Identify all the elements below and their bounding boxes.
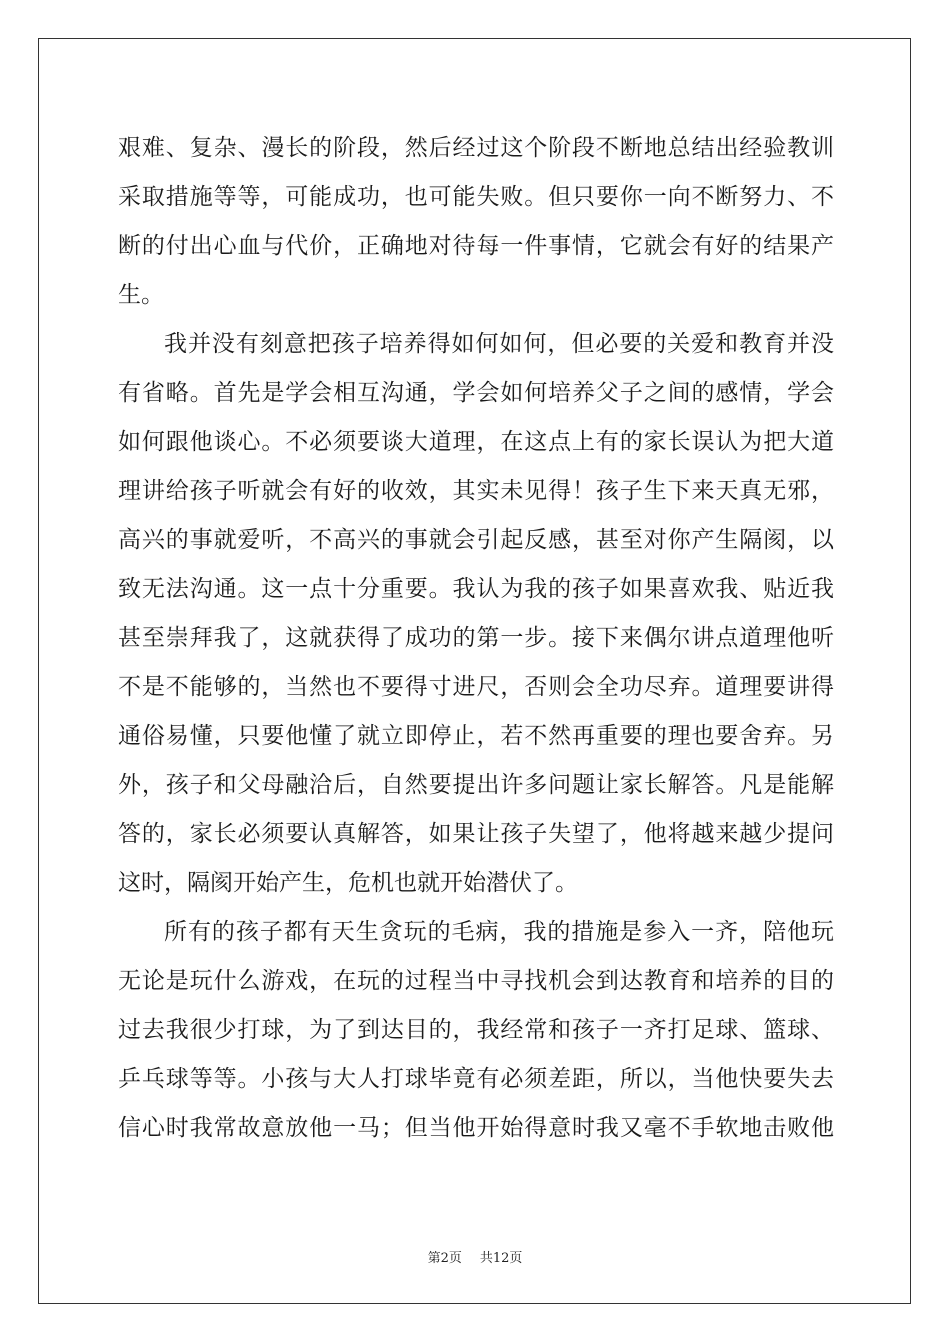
text-line: 过去我很少打球，为了到达目的，我经常和孩子一齐打足球、篮球、 [118, 1017, 834, 1043]
text-line: 断的付出心血与代价，正确地对待每一件事情，它就会有好的结果产 [118, 233, 834, 259]
text-line: 甚至崇拜我了，这就获得了成功的第一步。接下来偶尔讲点道理他听 [118, 625, 834, 651]
text-line: 有省略。首先是学会相互沟通，学会如何培养父子之间的感情，学会 [118, 380, 834, 406]
text-line: 不是不能够的，当然也不要得寸进尺，否则会全功尽弃。道理要讲得 [118, 674, 834, 700]
paragraph-first-line: 我并没有刻意把孩子培养得如何如何，但必要的关爱和教育并没 [164, 331, 834, 357]
text-line: 高兴的事就爱听，不高兴的事就会引起反感，甚至对你产生隔阂，以 [118, 527, 834, 553]
page-footer [0, 1247, 950, 1266]
text-line: 无论是玩什么游戏，在玩的过程当中寻找机会到达教育和培养的目的 [118, 968, 834, 994]
page-total: 共12页 [479, 1251, 523, 1266]
text-line: 通俗易懂，只要他懂了就立即停止，若不然再重要的理也要舍弃。另 [118, 723, 834, 749]
text-line: 信心时我常故意放他一马；但当他开始得意时我又毫不手软地击败他 [118, 1115, 834, 1141]
paragraph-first-line: 所有的孩子都有天生贪玩的毛病，我的措施是参入一齐，陪他玩 [164, 919, 834, 945]
text-line: 生。 [118, 282, 164, 308]
text-line: 理讲给孩子听就会有好的收效，其实未见得！孩子生下来天真无邪， [118, 478, 834, 504]
text-line: 外，孩子和父母融洽后，自然要提出许多问题让家长解答。凡是能解 [118, 772, 834, 798]
text-line: 艰难、复杂、漫长的阶段，然后经过这个阶段不断地总结出经验教训 [118, 135, 834, 161]
text-line: 致无法沟通。这一点十分重要。我认为我的孩子如果喜欢我、贴近我 [118, 576, 834, 602]
page-number: 第2页 [427, 1251, 462, 1266]
text-line: 乒乓球等等。小孩与大人打球毕竟有必须差距，所以，当他快要失去 [118, 1066, 834, 1092]
text-line: 如何跟他谈心。不必须要谈大道理，在这点上有的家长误认为把大道 [118, 429, 834, 455]
text-line: 答的，家长必须要认真解答，如果让孩子失望了，他将越来越少提问 [118, 821, 834, 847]
document-body [118, 124, 834, 1153]
text-line: 这时，隔阂开始产生，危机也就开始潜伏了。 [118, 870, 578, 896]
text-line: 采取措施等等，可能成功，也可能失败。但只要你一向不断努力、不 [118, 184, 834, 210]
